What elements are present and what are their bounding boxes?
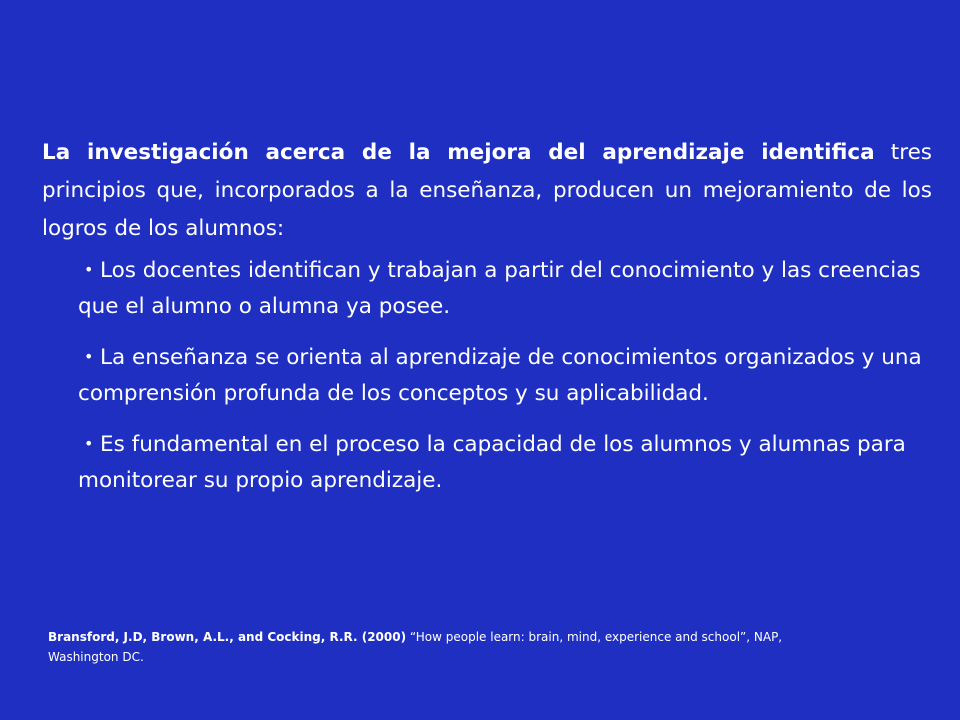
bullet-icon: • [84, 260, 94, 279]
intro-paragraph [42, 134, 932, 248]
bullet-text: La enseñanza se orienta al aprendizaje de conocimientos organizados y una comprensión profunda de los conceptos y su aplicabilidad. [78, 345, 922, 406]
intro-lead: La investigación acerca de la mejora del aprendizaje identifica [42, 139, 875, 165]
principles-list [78, 252, 928, 513]
citation-authors: Bransford, J.D, Brown, A.L., and Cocking, R.R. (2000) [48, 630, 407, 644]
intro-rest: tres principios que, incorporados a la enseñanza, producen un mejoramiento de los logros de los alumnos: [42, 139, 933, 241]
list-item [78, 252, 928, 325]
list-item [78, 339, 928, 412]
citation-title: “How people learn: brain, mind, experience and school”, NAP, Washington DC. [48, 630, 783, 664]
bullet-text: Los docentes identifican y trabajan a partir del conocimiento y las creencias que el alumno o alumna ya posee. [78, 258, 921, 319]
bullet-icon: • [84, 434, 94, 453]
list-item [78, 426, 928, 499]
bullet-icon: • [84, 347, 94, 366]
citation [48, 627, 848, 667]
bullet-text: Es fundamental en el proceso la capacidad de los alumnos y alumnas para monitorear su propio aprendizaje. [78, 432, 906, 493]
